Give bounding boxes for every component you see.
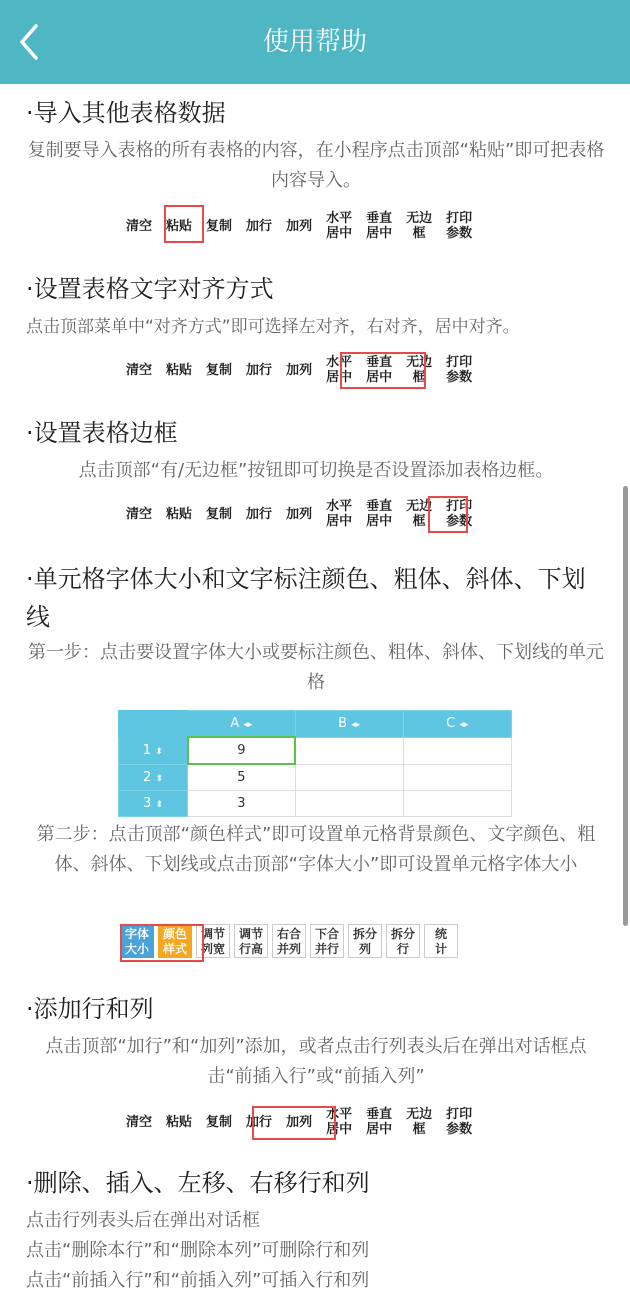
toolbar-item: 无边 框 [406, 211, 433, 241]
step2-text: 第二步：点击顶部“颜色样式”即可设置单元格背景颜色、文字颜色、粗体、斜体、下划线或点击顶部“字体大小”即可设置单元格字体大小 [36, 824, 596, 875]
section-desc: 点击顶部菜单中“对齐方式”即可选择左对齐，右对齐，居中对齐。 [26, 317, 520, 337]
column-header: C ◂▸ [403, 711, 511, 738]
toolbar-item: 垂直 居中 [366, 355, 393, 385]
highlight-box [252, 1106, 336, 1140]
toolbar-item: 清空 [126, 362, 153, 378]
header-bar [0, 0, 630, 84]
cell [295, 791, 403, 817]
toolbar-item: 粘贴 [166, 218, 193, 234]
toolbar-item: 复制 [206, 1114, 233, 1130]
toolbar-item: 复制 [206, 218, 233, 234]
toolbar-item: 加行 [246, 362, 273, 378]
sample-sheet [118, 710, 512, 817]
highlight-box [164, 205, 204, 243]
column-header: B ◂▸ [295, 711, 403, 738]
toolbar-item: 加列 [286, 362, 313, 378]
section-line: 点击行列表头后在弹出对话框 [26, 1210, 260, 1231]
toolbar-item: 右合 并列 [272, 924, 306, 958]
toolbar-item: 无边 框 [406, 499, 433, 529]
toolbar-item: 垂直 居中 [366, 1107, 393, 1137]
page-title: 使用帮助 [262, 27, 367, 57]
row-header: 2 ⬍ [119, 764, 188, 791]
sheet-table [118, 710, 512, 817]
toolbar-item: 加列 [286, 218, 313, 234]
toolbar-item: 拆分 列 [348, 924, 382, 958]
corner-cell [119, 711, 188, 738]
section-heading: ·单元格字体大小和文字标注颜色、粗体、斜体、下划线 [26, 565, 586, 631]
cell [403, 764, 511, 791]
toolbar-item: 粘贴 [166, 506, 193, 522]
help-content[interactable] [0, 84, 630, 1291]
toolbar-item: 复制 [206, 506, 233, 522]
highlight-box [120, 924, 204, 962]
toolbar-item: 无边 框 [406, 355, 433, 385]
toolbar-item: 无边 框 [406, 1107, 433, 1137]
cell [295, 737, 403, 764]
toolbar-item: 粘贴 [166, 1114, 193, 1130]
toolbar-item: 下合 并行 [310, 924, 344, 958]
section-heading: ·添加行和列 [26, 995, 154, 1023]
section-border [26, 414, 606, 486]
toolbar-sample-2 [126, 350, 486, 390]
toolbar-item: 颜色 样式 [158, 924, 192, 958]
toolbar-item: 水平 居中 [326, 211, 353, 241]
cell: 3 [188, 791, 296, 817]
section-heading: ·导入其他表格数据 [26, 99, 226, 127]
toolbar-item: 加行 [246, 506, 273, 522]
toolbar-item: 字体 大小 [120, 924, 154, 958]
toolbar-item: 清空 [126, 506, 153, 522]
section-desc: 点击顶部“加行”和“加列”添加，或者点击行列表头后在弹出对话框点击“前插入行”或“前插入列” [45, 1036, 587, 1087]
toolbar-item: 打印 参数 [446, 355, 473, 385]
section-line: 点击“前插入行”和“前插入列”可插入行和列 [26, 1270, 370, 1291]
section-heading: ·设置表格文字对齐方式 [26, 275, 274, 303]
toolbar-item: 统 计 [424, 924, 458, 958]
toolbar-item: 垂直 居中 [366, 499, 393, 529]
toolbar-item: 打印 参数 [446, 211, 473, 241]
toolbar-item: 水平 居中 [326, 355, 353, 385]
cell: 5 [188, 764, 296, 791]
section-line: 点击“删除本行”和“删除本列”可删除行和列 [26, 1240, 370, 1261]
toolbar-item: 粘贴 [166, 362, 193, 378]
toolbar-item: 加行 [246, 1114, 273, 1130]
toolbar-item: 加行 [246, 218, 273, 234]
section-delete-insert [26, 1164, 606, 1296]
toolbar-item: 打印 参数 [446, 1107, 473, 1137]
row-header: 1 ⬍ [119, 737, 188, 764]
section-import [26, 94, 606, 196]
toolbar-item: 拆分 行 [386, 924, 420, 958]
cell [403, 737, 511, 764]
section-desc: 复制要导入表格的所有表格的内容，在小程序点击顶部“粘贴”即可把表格内容导入。 [27, 140, 605, 191]
section-font-style-step2 [26, 820, 606, 880]
section-align [26, 270, 606, 342]
section-desc: 点击顶部“有/无边框”按钮即可切换是否设置添加表格边框。 [78, 460, 554, 481]
cell [295, 764, 403, 791]
toolbar-item: 调节 行高 [234, 924, 268, 958]
section-font-style [26, 560, 606, 698]
toolbar-item: 垂直 居中 [366, 211, 393, 241]
section-heading: ·设置表格边框 [26, 419, 178, 447]
row-header: 3 ⬍ [119, 791, 188, 817]
toolbar-item: 打印 参数 [446, 499, 473, 529]
section-heading: ·删除、插入、左移、右移行和列 [26, 1169, 370, 1197]
toolbar-item: 加列 [286, 1114, 313, 1130]
cell: 9 [188, 737, 296, 764]
toolbar-item: 水平 居中 [326, 1107, 353, 1137]
highlight-box [428, 496, 468, 533]
scrollbar[interactable] [623, 486, 628, 926]
column-header: A ◂▸ [188, 711, 296, 738]
toolbar-item: 调节 列宽 [196, 924, 230, 958]
section-add-row-col [26, 990, 606, 1092]
toolbar-item: 复制 [206, 362, 233, 378]
cell [403, 791, 511, 817]
step1-text: 第一步：点击要设置字体大小或要标注颜色、粗体、斜体、下划线的单元格 [28, 642, 604, 693]
highlight-box [340, 352, 426, 389]
toolbar-item: 水平 居中 [326, 499, 353, 529]
toolbar-item: 清空 [126, 1114, 153, 1130]
toolbar-item: 加列 [286, 506, 313, 522]
toolbar-item: 清空 [126, 218, 153, 234]
